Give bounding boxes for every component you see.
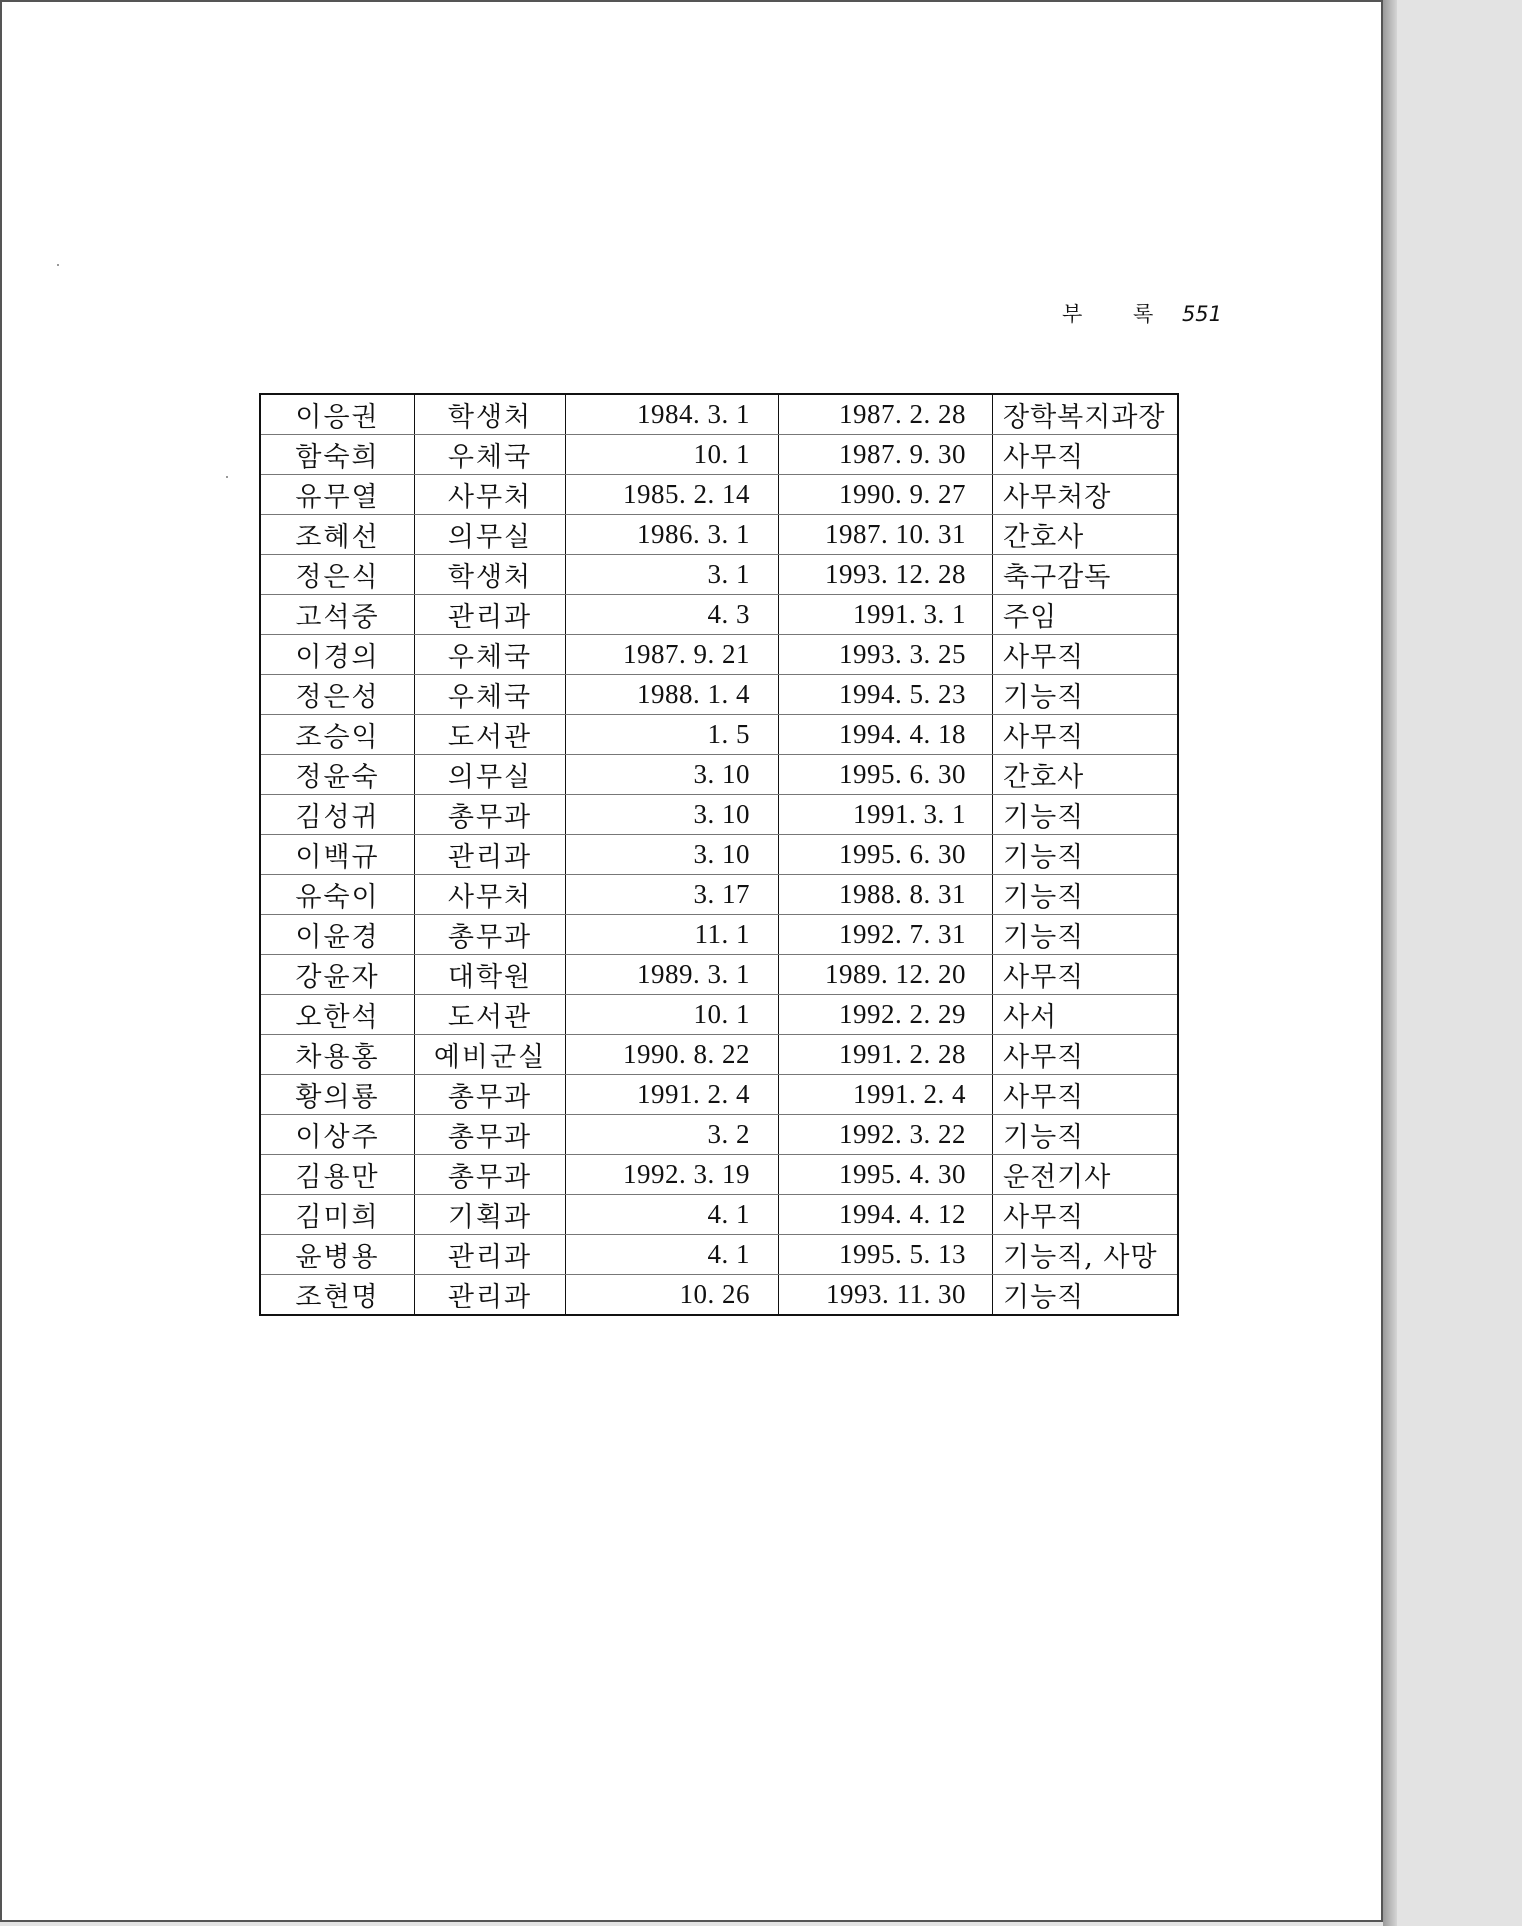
position-note-cell: 사무직 [993, 435, 1178, 475]
end-date-cell: 1994. 5. 23 [779, 675, 993, 715]
name-cell: 고석중 [260, 595, 415, 635]
staff-record-table [259, 393, 1179, 1316]
start-date-cell: 3. 2 [566, 1115, 779, 1155]
department-cell: 관리과 [415, 1235, 566, 1275]
start-date-cell: 1990. 8. 22 [566, 1035, 779, 1075]
name-cell: 유무열 [260, 475, 415, 515]
end-date-cell: 1993. 3. 25 [779, 635, 993, 675]
start-date-cell: 1989. 3. 1 [566, 955, 779, 995]
department-cell: 학생처 [415, 555, 566, 595]
start-date-cell: 3. 10 [566, 795, 779, 835]
department-cell: 관리과 [415, 595, 566, 635]
end-date-cell: 1992. 7. 31 [779, 915, 993, 955]
start-date-cell: 1984. 3. 1 [566, 394, 779, 435]
start-date-cell: 1986. 3. 1 [566, 515, 779, 555]
table-row [260, 1115, 1178, 1155]
end-date-cell: 1995. 6. 30 [779, 755, 993, 795]
start-date-cell: 3. 10 [566, 835, 779, 875]
department-cell: 총무과 [415, 915, 566, 955]
name-cell: 유숙이 [260, 875, 415, 915]
name-cell: 정은식 [260, 555, 415, 595]
name-cell: 이경의 [260, 635, 415, 675]
name-cell: 윤병용 [260, 1235, 415, 1275]
start-date-cell: 1991. 2. 4 [566, 1075, 779, 1115]
department-cell: 사무처 [415, 875, 566, 915]
position-note-cell: 기능직, 사망 [993, 1235, 1178, 1275]
table-row [260, 675, 1178, 715]
end-date-cell: 1993. 11. 30 [779, 1275, 993, 1316]
position-note-cell: 사무직 [993, 1195, 1178, 1235]
name-cell: 김미희 [260, 1195, 415, 1235]
end-date-cell: 1987. 2. 28 [779, 394, 993, 435]
table-row [260, 515, 1178, 555]
start-date-cell: 3. 1 [566, 555, 779, 595]
department-cell: 사무처 [415, 475, 566, 515]
end-date-cell: 1995. 5. 13 [779, 1235, 993, 1275]
start-date-cell: 3. 17 [566, 875, 779, 915]
table-row [260, 955, 1178, 995]
start-date-cell: 1992. 3. 19 [566, 1155, 779, 1195]
name-cell: 김성귀 [260, 795, 415, 835]
position-note-cell: 간호사 [993, 755, 1178, 795]
page-edge-shadow [1383, 0, 1397, 1926]
table-row [260, 555, 1178, 595]
start-date-cell: 1987. 9. 21 [566, 635, 779, 675]
end-date-cell: 1991. 3. 1 [779, 795, 993, 835]
position-note-cell: 사무직 [993, 715, 1178, 755]
department-cell: 예비군실 [415, 1035, 566, 1075]
end-date-cell: 1995. 6. 30 [779, 835, 993, 875]
position-note-cell: 기능직 [993, 795, 1178, 835]
name-cell: 이윤경 [260, 915, 415, 955]
department-cell: 우체국 [415, 435, 566, 475]
end-date-cell: 1991. 2. 28 [779, 1035, 993, 1075]
page-number: 551 [1181, 302, 1223, 326]
position-note-cell: 기능직 [993, 1115, 1178, 1155]
start-date-cell: 4. 1 [566, 1235, 779, 1275]
end-date-cell: 1987. 10. 31 [779, 515, 993, 555]
department-cell: 의무실 [415, 515, 566, 555]
end-date-cell: 1992. 2. 29 [779, 995, 993, 1035]
position-note-cell: 기능직 [993, 1275, 1178, 1316]
name-cell: 이백규 [260, 835, 415, 875]
table-row [260, 394, 1178, 435]
start-date-cell: 10. 1 [566, 995, 779, 1035]
start-date-cell: 10. 1 [566, 435, 779, 475]
name-cell: 황의룡 [260, 1075, 415, 1115]
department-cell: 기획과 [415, 1195, 566, 1235]
table-row [260, 875, 1178, 915]
end-date-cell: 1993. 12. 28 [779, 555, 993, 595]
position-note-cell: 기능직 [993, 875, 1178, 915]
table-row [260, 715, 1178, 755]
end-date-cell: 1989. 12. 20 [779, 955, 993, 995]
end-date-cell: 1992. 3. 22 [779, 1115, 993, 1155]
start-date-cell: 4. 3 [566, 595, 779, 635]
position-note-cell: 장학복지과장 [993, 394, 1178, 435]
section-label: 부 록 [1062, 302, 1176, 326]
department-cell: 의무실 [415, 755, 566, 795]
table-row [260, 835, 1178, 875]
table-row [260, 915, 1178, 955]
table-row [260, 475, 1178, 515]
department-cell: 우체국 [415, 635, 566, 675]
start-date-cell: 1988. 1. 4 [566, 675, 779, 715]
end-date-cell: 1991. 3. 1 [779, 595, 993, 635]
position-note-cell: 기능직 [993, 915, 1178, 955]
table-row [260, 1195, 1178, 1235]
name-cell: 차용홍 [260, 1035, 415, 1075]
department-cell: 도서관 [415, 995, 566, 1035]
department-cell: 총무과 [415, 795, 566, 835]
name-cell: 함숙희 [260, 435, 415, 475]
table-row [260, 1275, 1178, 1316]
position-note-cell: 운전기사 [993, 1155, 1178, 1195]
department-cell: 총무과 [415, 1155, 566, 1195]
table-row [260, 1035, 1178, 1075]
table-row [260, 1155, 1178, 1195]
department-cell: 도서관 [415, 715, 566, 755]
table-row [260, 1235, 1178, 1275]
name-cell: 이응권 [260, 394, 415, 435]
name-cell: 오한석 [260, 995, 415, 1035]
table-row [260, 635, 1178, 675]
name-cell: 이상주 [260, 1115, 415, 1155]
start-date-cell: 4. 1 [566, 1195, 779, 1235]
name-cell: 정윤숙 [260, 755, 415, 795]
end-date-cell: 1994. 4. 12 [779, 1195, 993, 1235]
department-cell: 학생처 [415, 394, 566, 435]
position-note-cell: 주임 [993, 595, 1178, 635]
start-date-cell: 11. 1 [566, 915, 779, 955]
end-date-cell: 1995. 4. 30 [779, 1155, 993, 1195]
scan-speck [57, 264, 59, 266]
running-header [1062, 298, 1222, 328]
end-date-cell: 1987. 9. 30 [779, 435, 993, 475]
start-date-cell: 1985. 2. 14 [566, 475, 779, 515]
end-date-cell: 1990. 9. 27 [779, 475, 993, 515]
position-note-cell: 축구감독 [993, 555, 1178, 595]
position-note-cell: 사무직 [993, 1035, 1178, 1075]
table-row [260, 1075, 1178, 1115]
name-cell: 조승익 [260, 715, 415, 755]
department-cell: 총무과 [415, 1115, 566, 1155]
position-note-cell: 기능직 [993, 675, 1178, 715]
table-row [260, 435, 1178, 475]
position-note-cell: 사무처장 [993, 475, 1178, 515]
table-row [260, 595, 1178, 635]
end-date-cell: 1988. 8. 31 [779, 875, 993, 915]
start-date-cell: 3. 10 [566, 755, 779, 795]
table-row [260, 795, 1178, 835]
position-note-cell: 간호사 [993, 515, 1178, 555]
department-cell: 우체국 [415, 675, 566, 715]
table-row [260, 755, 1178, 795]
name-cell: 김용만 [260, 1155, 415, 1195]
staff-record-table-body [260, 394, 1178, 1315]
name-cell: 정은성 [260, 675, 415, 715]
department-cell: 관리과 [415, 835, 566, 875]
department-cell: 관리과 [415, 1275, 566, 1316]
name-cell: 조현명 [295, 1282, 380, 1313]
name-cell: 강윤자 [260, 955, 415, 995]
department-cell: 총무과 [415, 1075, 566, 1115]
name-cell: 조혜선 [260, 515, 415, 555]
position-note-cell: 사무직 [993, 955, 1178, 995]
table-row [260, 995, 1178, 1035]
position-note-cell: 사무직 [993, 1075, 1178, 1115]
start-date-cell: 1. 5 [566, 715, 779, 755]
department-cell: 대학원 [415, 955, 566, 995]
end-date-cell: 1991. 2. 4 [779, 1075, 993, 1115]
scan-speck [226, 476, 228, 478]
position-note-cell: 사무직 [993, 635, 1178, 675]
position-note-cell: 사서 [993, 995, 1178, 1035]
start-date-cell: 10. 26 [566, 1275, 779, 1316]
end-date-cell: 1994. 4. 18 [779, 715, 993, 755]
position-note-cell: 기능직 [993, 835, 1178, 875]
